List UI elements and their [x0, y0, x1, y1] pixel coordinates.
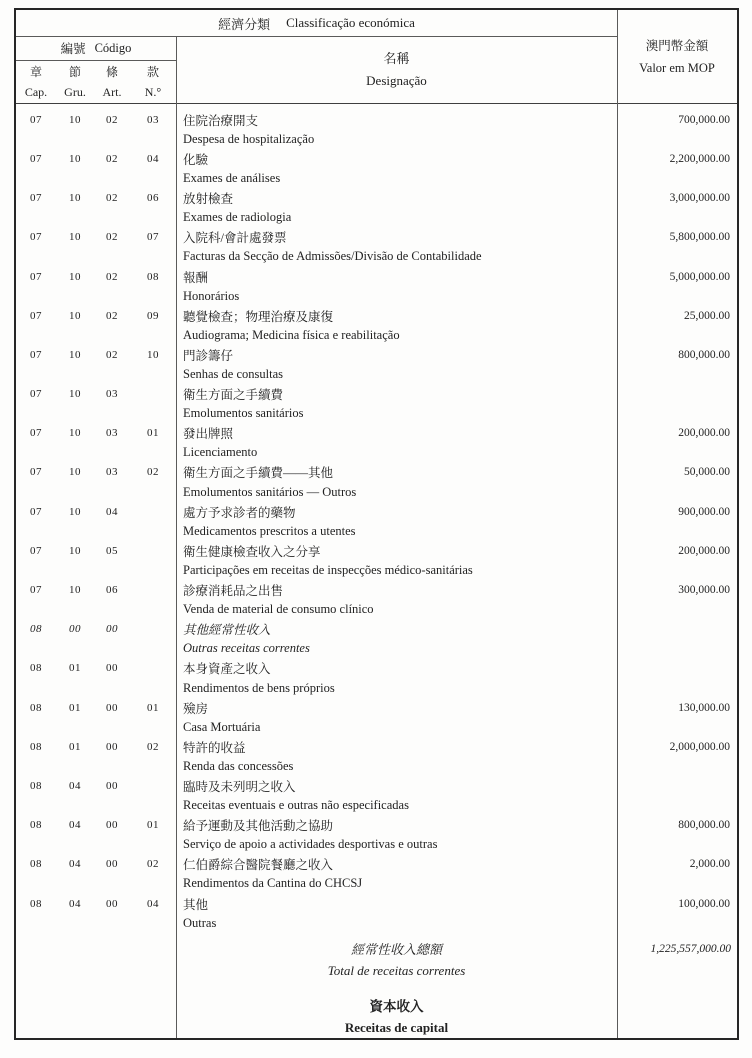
table-row — [16, 894, 737, 933]
designation-zh-cell: 仁伯爵綜合醫院餐廳之收入 — [183, 858, 334, 873]
designation-pt-cell: Senhas de consultas — [183, 367, 283, 382]
code-art-cell: 00 — [106, 662, 118, 675]
header-amount — [618, 10, 736, 103]
code-cap-cell: 08 — [30, 819, 42, 832]
table-row — [16, 815, 737, 854]
code-gru-cell: 00 — [69, 623, 81, 636]
code-art-cell: 00 — [106, 819, 118, 832]
code-gru-cell: 10 — [69, 309, 81, 322]
code-cap-cell: 08 — [30, 662, 42, 675]
code-art-cell: 02 — [106, 152, 118, 165]
code-cap-cell: 08 — [30, 623, 42, 636]
code-gru-cell: 10 — [69, 270, 81, 283]
designation-pt-cell: Renda das concessões — [183, 758, 294, 773]
amount-cell — [617, 619, 735, 639]
amount-cell — [617, 384, 735, 404]
designation-zh-cell: 衛生健康檢查收入之分享 — [183, 544, 321, 559]
table-row — [16, 110, 737, 149]
economic-classification-pt: Classificação económica — [286, 15, 415, 30]
amount-cell: 200,000.00 — [678, 544, 730, 557]
amount-cell: 50,000.00 — [684, 466, 730, 479]
code-n-cell — [130, 580, 176, 600]
code-n-cell: 04 — [147, 152, 159, 165]
total-amount: 1,225,557,000.00 — [650, 942, 731, 955]
code-cap-cell: 07 — [30, 427, 42, 440]
code-cap-cell: 07 — [30, 309, 42, 322]
amount-cell: 130,000.00 — [678, 701, 730, 714]
table-row — [16, 149, 737, 188]
code-gru-cell: 01 — [69, 740, 81, 753]
designation-zh-cell: 衛生方面之手續費——其他 — [183, 466, 334, 481]
code-art-cell: 00 — [106, 701, 118, 714]
economic-classification-zh: 經濟分類 — [218, 16, 271, 32]
code-n-cell — [130, 502, 176, 522]
amount-cell: 100,000.00 — [678, 897, 730, 910]
table-row — [16, 424, 737, 463]
amount-cell: 5,000,000.00 — [669, 270, 730, 283]
header-col-cap — [16, 61, 56, 103]
designation-zh-cell: 臨時及未列明之收入 — [183, 779, 296, 794]
designation-pt-cell: Outras — [183, 915, 217, 930]
code-art-cell: 03 — [106, 427, 118, 440]
rule-name-amount-divider — [617, 10, 618, 1038]
code-gru-cell: 10 — [69, 544, 81, 557]
total-label-pt: Total de receitas correntes — [327, 962, 466, 978]
code-n-cell: 08 — [147, 270, 159, 283]
code-art-cell: 00 — [106, 623, 118, 636]
table-row — [16, 855, 737, 894]
code-art-cell: 04 — [106, 505, 118, 518]
designation-zh-cell: 衛生方面之手續費 — [183, 388, 284, 403]
code-gru-cell: 10 — [69, 466, 81, 479]
designation-pt-cell: Participações em receitas de inspecções médico-sanitárias — [183, 562, 473, 577]
col-gru-pt: Gru. — [64, 85, 86, 99]
designation-zh-cell: 本身資產之收入 — [183, 662, 271, 677]
col-cap-zh: 章 — [29, 65, 42, 79]
code-cap-cell: 07 — [30, 113, 42, 126]
header-code-subcolumns — [16, 61, 176, 103]
designation-pt-cell: Medicamentos prescritos a utentes — [183, 523, 356, 538]
code-art-cell: 03 — [106, 388, 118, 401]
rule-code-name-divider — [176, 36, 177, 1038]
code-n-cell: 03 — [147, 113, 159, 126]
designation-zh-cell: 化驗 — [183, 152, 209, 167]
col-cap-pt: Cap. — [24, 85, 48, 99]
table-row — [16, 345, 737, 384]
code-group-pt: Código — [94, 40, 132, 55]
amount-cell: 2,000.00 — [689, 858, 730, 871]
code-gru-cell: 10 — [69, 192, 81, 205]
total-row — [16, 938, 737, 982]
amount-header-pt: Valor em MOP — [639, 60, 715, 75]
code-cap-cell: 07 — [30, 152, 42, 165]
table-row — [16, 463, 737, 502]
code-gru-cell: 10 — [69, 113, 81, 126]
code-art-cell: 00 — [106, 779, 118, 792]
header-col-gru — [56, 61, 94, 103]
designation-zh-cell: 特許的收益 — [183, 740, 246, 755]
designation-pt-cell: Venda de material de consumo clínico — [183, 602, 374, 617]
designation-zh-cell: 住院治療開支 — [183, 113, 259, 128]
table-row — [16, 384, 737, 423]
code-n-cell: 10 — [147, 348, 159, 361]
code-art-cell: 06 — [106, 584, 118, 597]
designation-pt-cell: Despesa de hospitalização — [183, 131, 315, 146]
designation-pt-cell: Exames de radiologia — [183, 210, 292, 225]
rule-under-header — [16, 103, 737, 104]
amount-cell: 300,000.00 — [678, 584, 730, 597]
code-art-cell: 02 — [106, 270, 118, 283]
code-gru-cell: 10 — [69, 427, 81, 440]
code-art-cell: 00 — [106, 858, 118, 871]
code-art-cell: 00 — [106, 740, 118, 753]
code-gru-cell: 04 — [69, 779, 81, 792]
code-gru-cell: 10 — [69, 505, 81, 518]
amount-cell: 2,000,000.00 — [669, 740, 730, 753]
designation-zh-cell: 門診籌仔 — [183, 348, 234, 363]
designation-pt-cell: Outras receitas correntes — [183, 641, 310, 656]
code-gru-cell: 04 — [69, 897, 81, 910]
header-designation — [176, 37, 617, 103]
code-art-cell: 03 — [106, 466, 118, 479]
code-gru-cell: 10 — [69, 231, 81, 244]
designation-zh-cell: 其他經常性收入 — [183, 623, 271, 638]
code-art-cell: 02 — [106, 309, 118, 322]
amount-cell: 800,000.00 — [678, 348, 730, 361]
amount-cell: 5,800,000.00 — [669, 231, 730, 244]
designation-zh-cell: 聽覺檢查；物理治療及康復 — [183, 309, 334, 324]
code-cap-cell: 07 — [30, 192, 42, 205]
designation-zh-cell: 報酬 — [183, 270, 209, 285]
capital-title-pt: Receitas de capital — [344, 1020, 449, 1036]
designation-pt-cell: Rendimentos da Cantina do CHCSJ — [183, 876, 363, 891]
total-label-zh: 經常性收入總額 — [350, 942, 442, 958]
amount-cell — [617, 776, 735, 796]
capital-section-header — [16, 994, 737, 1040]
code-cap-cell: 08 — [30, 858, 42, 871]
table-body — [16, 104, 737, 1040]
designation-pt-cell: Honorários — [183, 288, 240, 303]
amount-cell: 200,000.00 — [678, 427, 730, 440]
header-code-group — [16, 36, 176, 60]
col-n-zh: 款 — [146, 65, 159, 79]
table-row — [16, 188, 737, 227]
amount-cell — [617, 659, 735, 679]
code-gru-cell: 04 — [69, 819, 81, 832]
col-n-pt: N.° — [144, 85, 162, 99]
code-n-cell: 01 — [147, 701, 159, 714]
amount-cell: 25,000.00 — [684, 309, 730, 322]
table-row — [16, 737, 737, 776]
designation-zh-cell: 處方予求診者的藥物 — [183, 505, 296, 520]
code-gru-cell: 01 — [69, 701, 81, 714]
designation-pt-cell: Emolumentos sanitários — Outros — [183, 484, 357, 499]
code-cap-cell: 08 — [30, 897, 42, 910]
designation-zh-cell: 給予運動及其他活動之協助 — [183, 819, 334, 834]
code-art-cell: 05 — [106, 544, 118, 557]
code-n-cell: 07 — [147, 231, 159, 244]
code-gru-cell: 10 — [69, 348, 81, 361]
code-group-zh: 編號 — [60, 42, 86, 56]
designation-pt-cell: Rendimentos de bens próprios — [183, 680, 335, 695]
rule-under-code-group — [16, 60, 176, 61]
code-cap-cell: 07 — [30, 270, 42, 283]
code-n-cell: 04 — [147, 897, 159, 910]
amount-cell: 3,000,000.00 — [669, 192, 730, 205]
table-row — [16, 228, 737, 267]
table-row — [16, 267, 737, 306]
designation-header-zh: 名稱 — [383, 51, 410, 66]
designation-header-pt: Designação — [366, 73, 427, 88]
header-economic-classification — [16, 10, 617, 36]
designation-pt-cell: Facturas da Secção de Admissões/Divisão de Contabilidade — [183, 249, 482, 264]
code-art-cell: 00 — [106, 897, 118, 910]
amount-header-zh: 澳門幣金額 — [645, 38, 709, 53]
code-cap-cell: 07 — [30, 584, 42, 597]
code-n-cell: 01 — [147, 819, 159, 832]
table-row — [16, 776, 737, 815]
code-n-cell: 01 — [147, 427, 159, 440]
code-n-cell — [130, 659, 176, 679]
amount-cell: 800,000.00 — [678, 819, 730, 832]
amount-cell: 700,000.00 — [678, 113, 730, 126]
code-gru-cell: 10 — [69, 584, 81, 597]
table-row — [16, 580, 737, 619]
designation-pt-cell: Exames de análises — [183, 171, 281, 186]
code-cap-cell: 08 — [30, 701, 42, 714]
code-n-cell: 02 — [147, 466, 159, 479]
designation-pt-cell: Emolumentos sanitários — [183, 406, 304, 421]
designation-pt-cell: Licenciamento — [183, 445, 258, 460]
code-n-cell: 02 — [147, 740, 159, 753]
code-cap-cell: 07 — [30, 388, 42, 401]
amount-cell: 900,000.00 — [678, 505, 730, 518]
code-n-cell — [130, 541, 176, 561]
designation-pt-cell: Audiograma; Medicina física e reabilitação — [183, 327, 400, 342]
designation-pt-cell: Receitas eventuais e outras não especificadas — [183, 798, 409, 813]
capital-title-zh: 資本收入 — [369, 999, 424, 1015]
code-cap-cell: 07 — [30, 231, 42, 244]
code-art-cell: 02 — [106, 231, 118, 244]
code-gru-cell: 10 — [69, 388, 81, 401]
table-row — [16, 619, 737, 658]
code-art-cell: 02 — [106, 192, 118, 205]
code-cap-cell: 07 — [30, 348, 42, 361]
code-n-cell: 02 — [147, 858, 159, 871]
code-n-cell — [130, 384, 176, 404]
table-row — [16, 502, 737, 541]
code-n-cell: 09 — [147, 309, 159, 322]
code-cap-cell: 07 — [30, 505, 42, 518]
designation-zh-cell: 其他 — [183, 897, 209, 912]
designation-zh-cell: 發出牌照 — [183, 427, 234, 442]
col-art-pt: Art. — [102, 85, 122, 99]
code-gru-cell: 10 — [69, 152, 81, 165]
designation-pt-cell: Casa Mortuária — [183, 719, 261, 734]
designation-zh-cell: 殮房 — [183, 701, 209, 716]
code-n-cell — [130, 619, 176, 639]
table-row — [16, 698, 737, 737]
header-col-n — [130, 61, 176, 103]
table-row — [16, 306, 737, 345]
col-art-zh: 條 — [105, 65, 118, 79]
designation-zh-cell: 入院科/會計處發票 — [183, 231, 287, 246]
code-cap-cell: 07 — [30, 466, 42, 479]
code-n-cell: 06 — [147, 192, 159, 205]
table-row — [16, 541, 737, 580]
code-cap-cell: 07 — [30, 544, 42, 557]
table-row — [16, 659, 737, 698]
budget-table — [14, 8, 739, 1040]
code-art-cell: 02 — [106, 113, 118, 126]
code-cap-cell: 08 — [30, 779, 42, 792]
code-cap-cell: 08 — [30, 740, 42, 753]
header-col-art — [94, 61, 130, 103]
designation-zh-cell: 診療消耗品之出售 — [183, 584, 284, 599]
amount-cell: 2,200,000.00 — [669, 152, 730, 165]
rule-under-classification — [16, 36, 617, 37]
col-gru-zh: 節 — [68, 65, 81, 79]
designation-pt-cell: Serviço de apoio a actividades desportivas e outras — [183, 837, 438, 852]
code-gru-cell: 04 — [69, 858, 81, 871]
code-gru-cell: 01 — [69, 662, 81, 675]
code-n-cell — [130, 776, 176, 796]
designation-zh-cell: 放射檢查 — [183, 192, 234, 207]
code-art-cell: 02 — [106, 348, 118, 361]
